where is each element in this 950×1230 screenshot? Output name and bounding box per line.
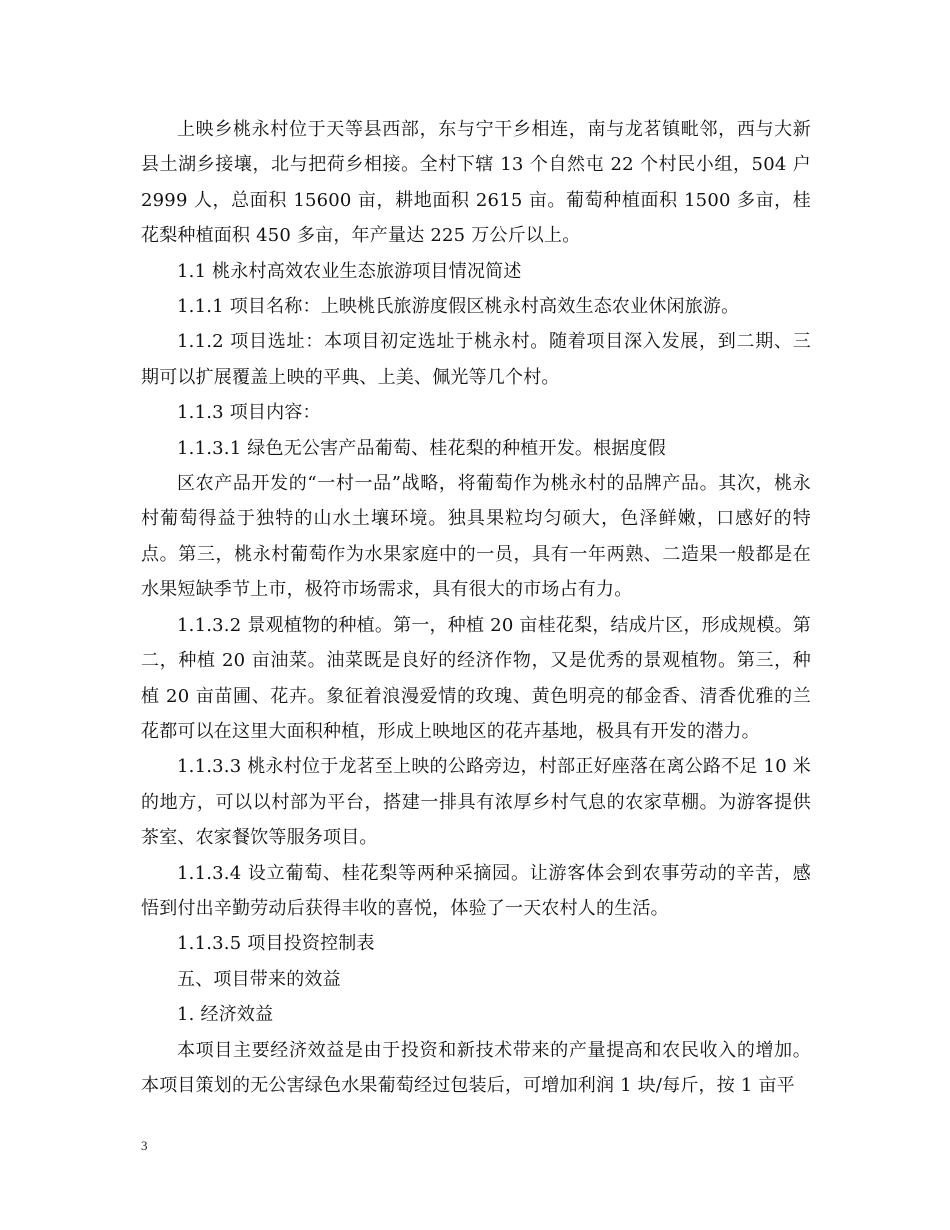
paragraph-economic-benefit: 本项目主要经济效益是由于投资和新技术带来的产量提高和农民收入的增加。本项目策划的无公害绿色水果葡萄经过包装后，可增加利润 1 块/每斤，按 1 亩平 — [141, 1039, 811, 1096]
heading-economic-benefit: 1. 经济效益 — [177, 1004, 274, 1026]
paragraph-1-1-2: 1.1.2 项目选址：本项目初定选址于桃永村。随着项目深入发展，到二期、三期可以扩展覆盖上映的平典、上美、佩光等几个村。 — [141, 331, 811, 388]
heading-section-5: 五、项目带来的效益 — [177, 968, 341, 990]
heading-1-1: 1.1 桃永村高效农业生态旅游项目情况简述 — [177, 260, 522, 282]
paragraph-1-1-3-1-continued: 区农产品开发的“一村一品”战略，将葡萄作为桃永村的品牌产品。其次，桃永村葡萄得益于独特的山水土壤环境。独具果粒均匀硕大，色泽鲜嫩，口感好的特点。第三，桃永村葡萄作为水果家庭中的一员，具有一年两熟、二造果一般都是在水果短缺季节上市，极符市场需求，具有很大的市场占有力。 — [141, 473, 811, 601]
paragraph-village-overview: 上映乡桃永村位于天等县西部，东与宁干乡相连，南与龙茗镇毗邻，西与大新县土湖乡接壤，北与把荷乡相接。全村下辖 13 个自然屯 22 个村民小组，504 户 2999 人，总面积 15600 亩，耕地面积 2615 亩。葡萄种植面积 1500 多亩，桂花梨种植面积 450 多亩，年产量达 225 万公斤以上。 — [141, 119, 811, 247]
paragraph-1-1-3: 1.1.3 项目内容： — [177, 402, 321, 424]
page-number: 3 — [141, 1138, 148, 1153]
paragraph-1-1-1: 1.1.1 项目名称：上映桃氏旅游度假区桃永村高效生态农业休闲旅游。 — [177, 296, 740, 318]
paragraph-1-1-3-1: 1.1.3.1 绿色无公害产品葡萄、桂花梨的种植开发。根据度假 — [177, 437, 666, 459]
document-body — [141, 112, 811, 1103]
paragraph-1-1-3-2: 1.1.3.2 景观植物的种植。第一，种植 20 亩桂花梨，结成片区，形成规模。第二，种植 20 亩油菜。油菜既是良好的经济作物，又是优秀的景观植物。第三，种植 20 亩苗圃、花卉。象征着浪漫爱情的玫瑰、黄色明亮的郁金香、清香优雅的兰花都可以在这里大面积种植，形成上映地区的花卉基地，极具有开发的潜力。 — [141, 614, 811, 742]
paragraph-1-1-3-4: 1.1.3.4 设立葡萄、桂花梨等两种采摘园。让游客体会到农事劳动的辛苦，感悟到付出辛勤劳动后获得丰收的喜悦，体验了一天农村人的生活。 — [141, 862, 811, 919]
paragraph-1-1-3-3: 1.1.3.3 桃永村位于龙茗至上映的公路旁边，村部正好座落在离公路不足 10 米的地方，可以以村部为平台，搭建一排具有浓厚乡村气息的农家草棚。为游客提供茶室、农家餐饮等服务项目。 — [141, 756, 811, 849]
paragraph-1-1-3-5: 1.1.3.5 项目投资控制表 — [177, 933, 375, 955]
